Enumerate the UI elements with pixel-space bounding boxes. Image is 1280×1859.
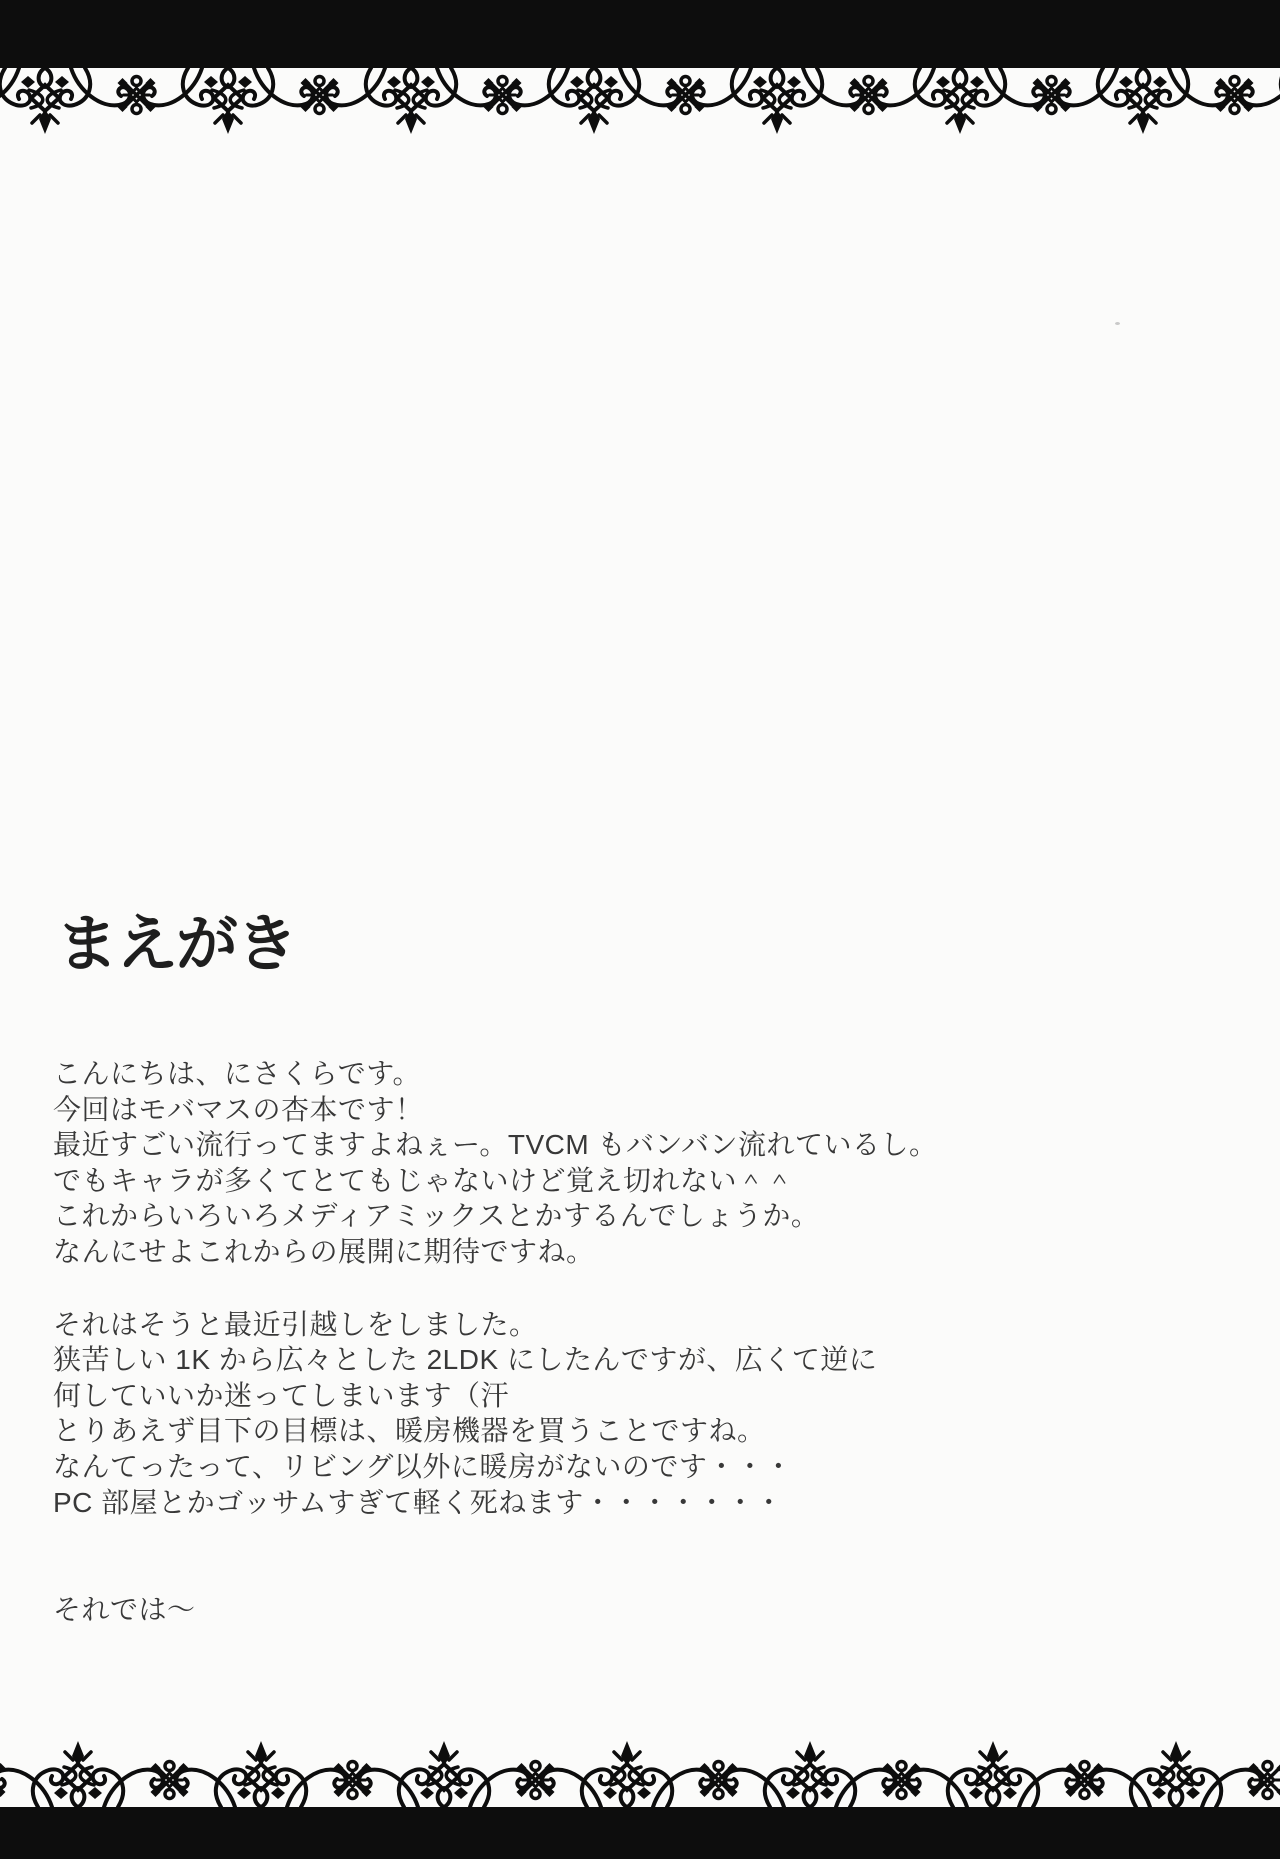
page-title: まえがき bbox=[56, 910, 297, 979]
scan-artifact-speck bbox=[1115, 322, 1120, 325]
ornamental-border-top bbox=[0, 68, 1280, 146]
foreword-text bbox=[53, 1056, 1213, 1628]
text-line: 最近すごい流行ってますよねぇー。TVCM もバンバン流れているし。 bbox=[53, 1129, 938, 1161]
text-line: 狭苦しい 1K から広々とした 2LDK にしたんですが、広くて逆に bbox=[53, 1344, 878, 1376]
text-line: でもキャラが多くてとてもじゃないけど覚え切れない＾＾ bbox=[53, 1164, 795, 1196]
closing-line bbox=[53, 1592, 1213, 1628]
text-line: これからいろいろメディアミックスとかするんでしょうか。 bbox=[53, 1200, 820, 1232]
bottom-black-bar bbox=[0, 1807, 1280, 1859]
top-black-bar bbox=[0, 0, 1280, 68]
text-line: PC 部屋とかゴッサムすぎて軽く死ねます・・・・・・・ bbox=[53, 1486, 784, 1518]
text-line: 今回はモバマスの杏本です！ bbox=[53, 1093, 424, 1125]
text-line: 何していいか迷ってしまいます（汗 bbox=[53, 1379, 510, 1411]
text-line: こんにちは、にさくらです。 bbox=[53, 1058, 421, 1089]
text-line: それはそうと最近引越しをしました。 bbox=[53, 1308, 538, 1340]
text-line: とりあえず目下の目標は、暖房機器を買うことですね。 bbox=[53, 1415, 766, 1447]
text-line: なんにせよこれからの展開に期待ですね。 bbox=[53, 1235, 595, 1267]
paragraph-2 bbox=[53, 1307, 1213, 1521]
text-line: それでは～ bbox=[53, 1594, 196, 1626]
paragraph-1 bbox=[53, 1056, 1213, 1270]
ornamental-border-bottom bbox=[0, 1729, 1280, 1807]
text-line: なんてったって、リビング以外に暖房がないのです・・・ bbox=[53, 1450, 793, 1482]
